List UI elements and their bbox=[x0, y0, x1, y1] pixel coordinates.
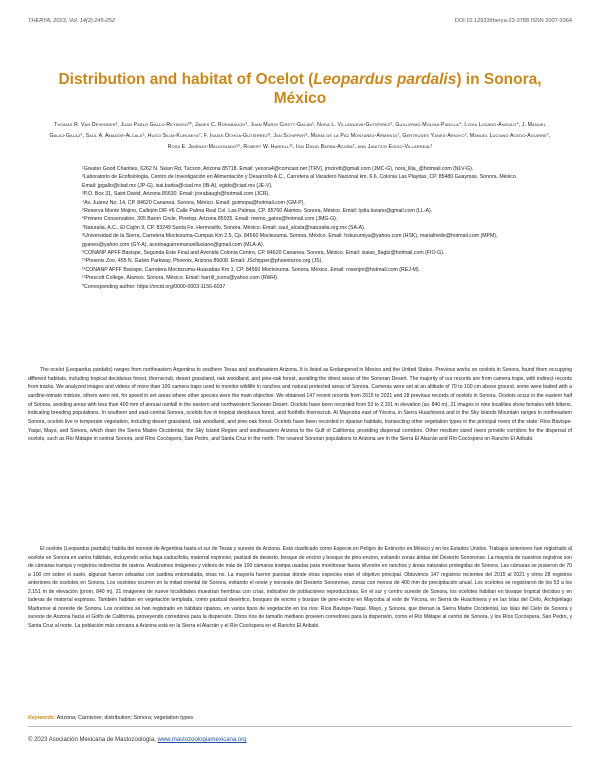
abstract-text: The ocelot (Leopardus pardalis) ranges from northeastern Argentina to southern Texas and southeastern Arizona. It is listed as Endangered in Mexico and the United States. Previous works on ocelots in Sonora, found them occupying different habitats, including tropical deciduous forest, thornscrub, desert grassland, oak woodland, and pine-oak forest, avoiding the driest areas of the Sonoran Desert. The majority of our records are from camera traps, with indirect records from tracks. We analyzed images and videos of more than 100 camera traps used to monitor wildlife in ranches and natural protected areas of Sonora. Cameras were set at an altitude of 70 to 100 cm above ground, some were baited with a sardine-tomato mixture, others were not, for speed in set areas where other species were the main objective. We obtained 147 recent records from 2015 to 2021 and 28 previous records of ocelots in Sonora. Ocelots occur in the eastern half of Sonora, avoiding areas with less than 400 mm of annual rainfall in the eastern and northwestern Sonoran Desert. Ocelots have been recorded from 53 to 2,151 m elevation (av. 840 m). 21 images in nine localities show females with kittens, indicating breeding populations. In southern and east-central Sonora, ocelots live in tropical deciduous forest, and foothills thornscrub. At Maycoba east of Yécora, in Sierra Huachinera and in the Sky Islands Mountain ranges in northeastern Sonora, ocelots live in temperate vegetation, including desert grassland, oak woodland, and pine-oak forest. Ocelots have been recorded in riparian habitats, transecting other vegetation types in the principal rivers of the state: Ríos Bavispe-Yaqui, Mayo, and Sonora, which drain the Sierra Madre Occidental, the Sky Island Region and southeastern Arizona to the Gulf of California, providing dispersal corridors. Other medium sized rivers provide corridors for the dispersal of ocelots, such as Río Mátape in central Sonora, and Ríos Cocóspera, San Pedro, and Santa Cruz in the north. The nearest Sonoran populations to Arizona are in the Sierra El Alacrán and Río Cocóspera on Rancho El Aribabi. bbox=[28, 367, 572, 443]
affiliation-9: ⁹CONANP APFF Bavispe, Segunda Este Final and Avenida Colonia Centro, CP. 84620 Cananea. Sonora, México. Email: isaias_8agtz@hotmail.com (FIO-G). bbox=[82, 250, 445, 257]
article-title bbox=[40, 70, 560, 108]
affiliation-1: ¹Greater Good Charities, 6262 N. Swan Rd, Tucson, Arizona 85718. Email: yecora4@comcast.net (TRV), jmcirett@gmail.com (JMC-G), nora_lilia_@hotmail.com (NLV-G). bbox=[82, 166, 474, 172]
affiliation-8: ⁸Universidad de la Sierra, Carretera Moctezuma-Cumpas Km 2.5, Cp. 84560 Moctezuma. Sonora, México. Email: hskurumiya@yahoo.com (HSK), mariafriede@hotmail.com (MPM), gyanes@yahoo.com (GY-A), acedoaguirremanuelluciano@gmail.com (MLA-A). bbox=[82, 233, 498, 248]
keywords-label: Keywords: bbox=[28, 715, 56, 721]
affiliations bbox=[82, 165, 518, 291]
abstract-english bbox=[28, 366, 572, 444]
affiliation-4: ⁴Av. Juárez No. 14, CP. 84620 Cananea. Sonora, México. Email: guimopa@hotmail.com (GM-P). bbox=[82, 199, 305, 206]
corresponding-author: *Corresponding author: https://orcid.org/0000-0003-1156-6037 bbox=[82, 283, 226, 290]
title-species: Leopardus pardalis bbox=[313, 71, 457, 88]
keywords bbox=[28, 715, 572, 727]
running-header bbox=[28, 18, 572, 24]
affiliation-5: ⁵Reserva Monte Mojino, Callejón DIF #6 Calle Palma Real Col. Las Palmas, CP. 85760 Álamos. Sonora, México. Email: lydia.lozano@gmail.com (LL-A). bbox=[82, 208, 433, 215]
affiliation-2: ²Laboratorio de Ecofisiología, Centro de Investigación en Alimentación y Desarrollo A.C., Carretera al Varadero Nacional km. 6.6, Colonia Las Playitas, CP. 85480 Guaymas. Sonora, México. Email: jpgallo@ciad.mx (JP-G), isai.barba@ciad.mx (IB-A), egido@ciad.mx (JE-V). bbox=[82, 174, 518, 189]
affiliation-6: ⁶Primero Conservation, 305 Baron Circle, Pinetop, Arizona 85935. Email: memo_gatos@hotmail.com (JMG-G). bbox=[82, 216, 338, 223]
title-part1: Distribution and habitat of Ocelot ( bbox=[58, 71, 314, 88]
affiliation-3: ³P.O. Box 31, Saint David, Arizona 85630. Email: jrorabaugh@hotmail.com (JCR). bbox=[82, 191, 270, 198]
affiliation-7: ⁷Naturalia, A.C., El Cajón 9, CP. 83249 Santa Fe. Hermosillo, Sonora, México. Email: saul_alcala@naturalia.org.mx (SA-A). bbox=[82, 224, 366, 231]
title-part2: ) in Sonora, México bbox=[273, 71, 542, 107]
resumen-text: El ocelote (Leopardus pardalis) habita del noreste de Argentina hasta el sur de Texas y sureste de Arizona. Está clasificado como Especie en Peligro de Extinción en México y en los Estados Unidos. Trabajos anteriores han registrado al ocelote en Sonora en varios hábitats, incluyendo selva baja caducifolia, matorral espinoso, pastizal de desierto, bosque de encino y bosque de pino-encino, evitando zonas áridas del Desierto Sonorense. La mayoría de nuestros registros son de cámaras trampa y registros indirectos de rastros. Analizamos imágenes y videos de más de 100 cámaras trampa usadas para monitorear fauna silvestre en ranchos y áreas naturales protegidas de Sonora. Las cámaras se pusieron de 70 a 100 cm sobre el suelo, algunas fueron cebadas con sardina entomatada, otras no. La mayoría fueron puestas donde otras especies eran el objetivo principal. Obtuvimos 147 registros recientes del 2015 al 2021 y otros 28 registros anteriores de ocelotes en Sonora. Los ocelotes ocurren en la mitad oriental de Sonora, evitando el oeste y noroeste del Desierto Sonorense, zonas con menos de 400 mm de precipitación anual. Los ocelotes se registraron de los 53 a los 2,151 m de elevación (prom. 840 m). 21 imágenes de nueve localidades muestran hembras con crías, indicativo de poblaciones reproductoras. En el sur y centro sureste de Sonora, los ocelotes habitan en bosque tropical deciduo y en laderas de matorral espinoso. También habitan en vegetación templada, como pastizal desértico, bosques de encino y bosque de pino-encino en Maycoba al este de Yécora, en Sierra de Huachinera y en las Islas del Cielo, Archipiélago Madrense al noreste de Sonora. Los ocelotes se han registrado en hábitats riparios, en varios tipos de vegetación en los ríos: Ríos Bavispe-Yaqui, Mayo, y Sonora, que drenan la Sierra Madre Occidental, las Islas del Cielo de Sonora y sureste de Arizona hacia el Golfo de California, proveyendo corredores para la dispersión. Otros ríos de tamaño mediano proveen corredores para la dispersión, como el Río Mátape al centro de Sonora, y los Ríos Cocóspera, San Pedro, y Santa Cruz al norte. La población más cercana a Arizona está en la Sierra el Alacrán y el Río Cocóspera en el Rancho El Aribabi. bbox=[28, 546, 572, 629]
abstract-spanish bbox=[28, 545, 572, 630]
doi-issn: DOI:10.12933/therya-23-3788 ISSN 2007-3364 bbox=[454, 18, 572, 24]
author-list: Thomas R. Van Devender¹, Juan Pablo Gallo-Reynoso²*, James C. Rorabaugh³, Juan Mario Cirett-Galán¹, Nora L. Villanueva-Gutiérrez¹, Guillermo Molina-Padilla⁴, Lydia Lozano-Angulo⁴, J. Manuel Galaz-Galaz⁵, Saúl A. Amador-Alcalá⁶, Hugo Silva-Kurumiya⁷, F. Isaías Ochoa-Gutiérrez⁸, Jan Schipper⁹, María de la Paz Montañez-Armenta⁷, Gertrudes Yanes-Arvayo⁷, Manuel Luciano Acedo-Aguirre⁷, Rosa E. Jiménez-Maldonado¹⁰, Robert W. Harrill¹¹, Isai David Barba-Acuña², and Janitzio Egido-Villarreal² bbox=[49, 122, 551, 151]
copyright: © 2023 Asociación Mexicana de Mastozoología, bbox=[28, 737, 158, 743]
affiliation-11: ¹¹CONANP APFF Bavispe, Carretera Moctezuma-Huásabas Km 1, CP. 84560 Moctezuma. Sonora, México. Email: rosenjm@hotmail.com (REJ-M). bbox=[82, 266, 421, 273]
affiliation-10: ¹⁰Phoenix Zoo, 455 N. Galvin Parkway, Phoenix, Arizona 85008. Email: JSchipper@phoenixzoo.org (JS). bbox=[82, 258, 323, 265]
society-website-link[interactable]: www.mastozoologiamexicana.org bbox=[157, 737, 247, 743]
journal-citation: THERYA, 2023, Vol. 14(2):245-252 bbox=[28, 18, 115, 24]
keywords-text: Arizona; Carnivore; distribution; Sonora; vegetation types. bbox=[56, 715, 195, 721]
affiliation-12: ¹²Prescott College, Álamos. Sonora, México. Email: harrill_icons@yahoo.com (RWH). bbox=[82, 275, 279, 282]
footer bbox=[28, 737, 572, 743]
